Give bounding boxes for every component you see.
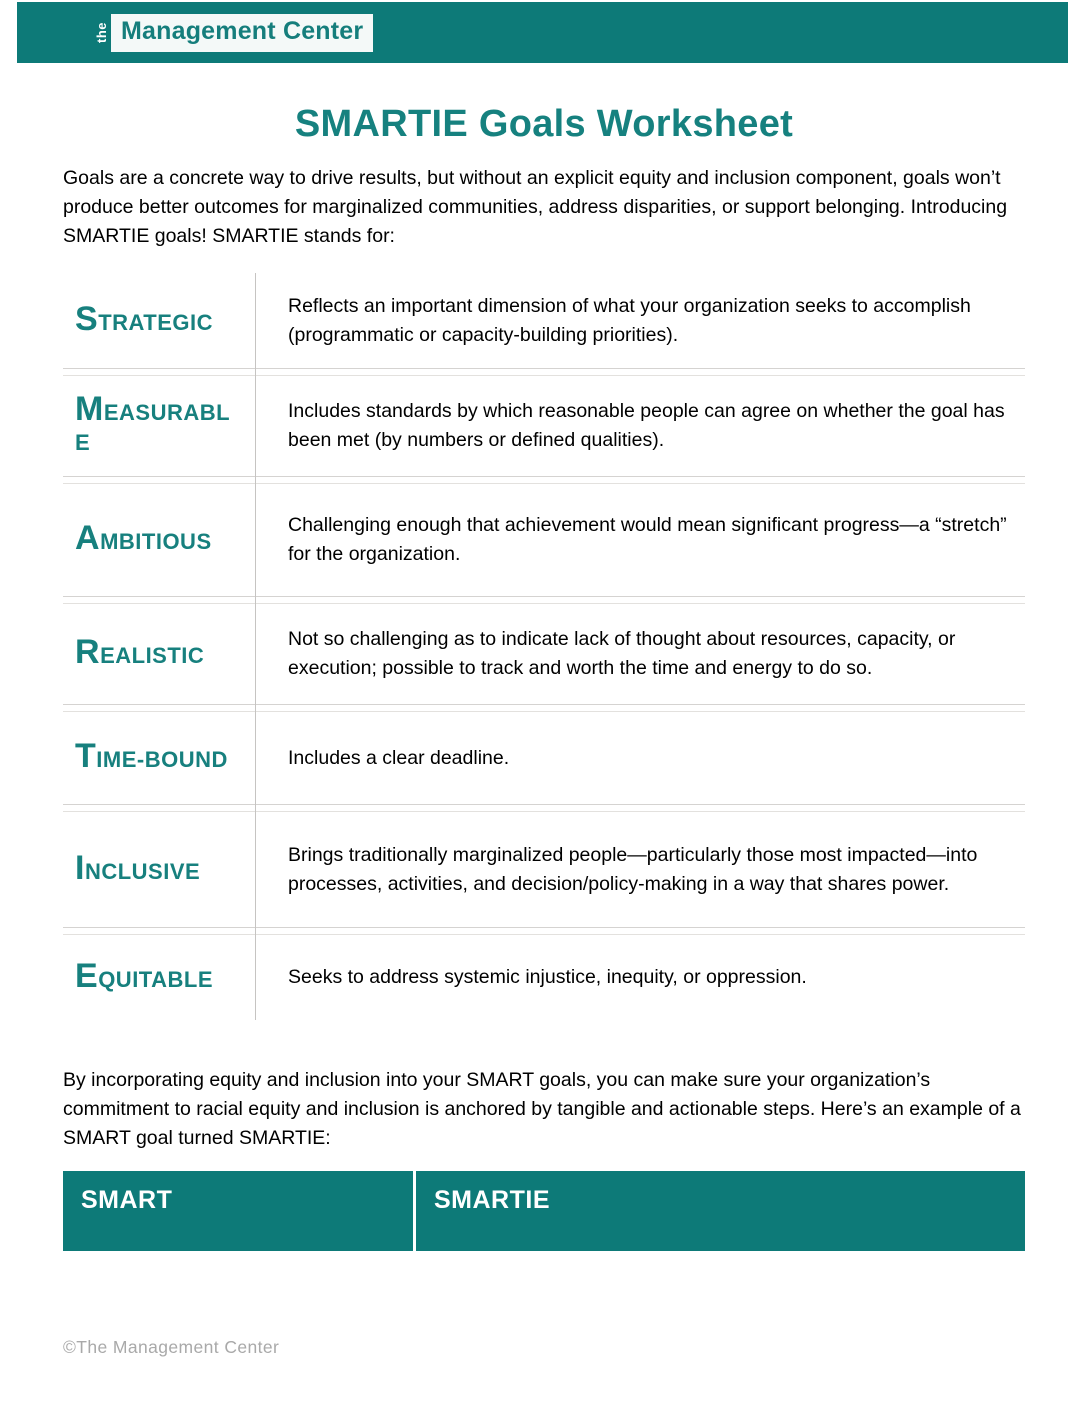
brand-logo-the: the <box>94 22 109 43</box>
definition-term: REALISTIC <box>75 633 205 671</box>
term-cell <box>63 845 255 895</box>
term-cell <box>63 386 255 466</box>
definition-description: Challenging enough that achievement would mean significant progress—a “stretch” for the organization. <box>288 514 1007 565</box>
definition-description: Seeks to address systemic injustice, inequity, or oppression. <box>288 966 807 988</box>
term-cell <box>63 733 255 783</box>
description-cell <box>255 953 1025 1002</box>
example-header-smartie: SMARTIE <box>416 1171 1025 1251</box>
description-cell <box>255 831 1025 909</box>
description-cell <box>255 615 1025 693</box>
row-divider <box>63 704 1025 712</box>
row-divider <box>63 368 1025 376</box>
description-cell <box>255 282 1025 360</box>
page-title: SMARTIE Goals Worksheet <box>294 103 794 145</box>
definition-row-measurable <box>63 376 1025 476</box>
brand-logo <box>17 14 373 52</box>
definition-row-inclusive <box>63 812 1025 927</box>
example-header-smart: SMART <box>63 1171 413 1251</box>
description-cell <box>255 387 1025 465</box>
outro-paragraph: By incorporating equity and inclusion into your SMART goals, you can make sure your organization’s commitment to racial equity and inclusion is anchored by tangible and actionable steps. Here’s an example of a SMART goal turned SMARTIE: <box>63 1069 1021 1149</box>
term-cell <box>63 296 255 346</box>
smartie-definitions-table <box>63 273 1025 1020</box>
copyright-note: ©The Management Center <box>63 1337 280 1357</box>
row-divider <box>63 596 1025 604</box>
term-cell <box>63 515 255 565</box>
term-cell <box>63 629 255 679</box>
row-divider <box>63 804 1025 812</box>
definition-description: Not so challenging as to indicate lack of thought about resources, capacity, or execution; possible to track and worth the time and energy to do so. <box>288 628 956 679</box>
row-divider <box>63 927 1025 935</box>
definition-term: MEASURABLE <box>75 390 231 455</box>
definition-row-realistic <box>63 604 1025 704</box>
term-cell <box>63 953 255 1003</box>
definition-row-equitable <box>63 935 1025 1020</box>
definition-term: EQUITABLE <box>75 956 213 995</box>
definition-term: TIME-BOUND <box>75 737 228 775</box>
definition-description: Includes standards by which reasonable people can agree on whether the goal has been met (by numbers or defined qualities). <box>288 400 1005 451</box>
definition-term: AMBITIOUS <box>75 519 212 557</box>
definition-row-time-bound <box>63 712 1025 804</box>
definition-term: STRATEGIC <box>75 299 213 338</box>
row-divider <box>63 476 1025 484</box>
definition-description: Reflects an important dimension of what your organization seeks to accomplish (programmatic or capacity-building priorities). <box>288 294 971 346</box>
description-cell <box>255 734 1025 783</box>
definition-description: Includes a clear deadline. <box>288 746 510 769</box>
definition-row-strategic <box>63 273 1025 368</box>
definition-term: INCLUSIVE <box>75 848 201 887</box>
description-cell <box>255 501 1025 579</box>
definition-description: Brings traditionally marginalized people—particularly those most impacted—into processes, activities, and decision/policy-making in a way that shares power. <box>288 843 978 895</box>
definition-row-ambitious <box>63 484 1025 596</box>
intro-paragraph: Goals are a concrete way to drive results, but without an explicit equity and inclusion component, goals won’t produce better outcomes for marginalized communities, address disparities, or support belonging. Introducing SMARTIE goals! SMARTIE stands for: <box>63 167 1008 247</box>
header-bar <box>17 2 1068 63</box>
document-page <box>63 102 1025 1358</box>
example-comparison-table-header <box>63 1171 1025 1251</box>
brand-logo-name: Management Center <box>111 14 373 52</box>
